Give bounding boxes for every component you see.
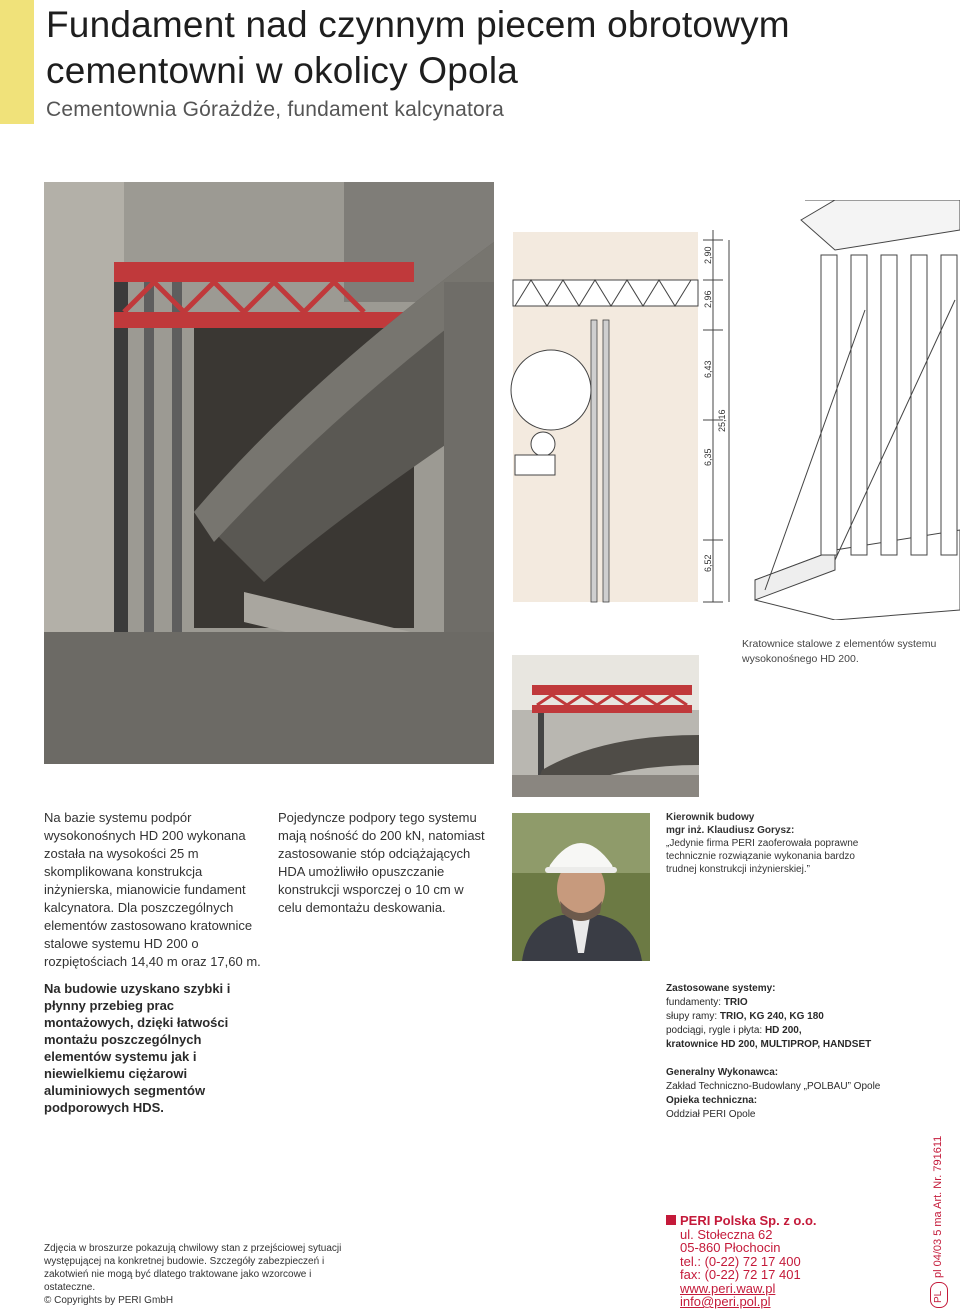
systems-line-1-value: TRIO	[723, 997, 748, 1008]
contact-city: 05-860 Płochocin	[680, 1240, 781, 1255]
dimension-label: 2,90	[703, 246, 713, 264]
body-column-1: Na bazie systemu podpór wysokonośnych HD 200 wykonana została na wysokości 25 m skomplikowana konstrukcja inżynierska, mianowicie fundament kalcynatora. Dla poszczególnych elementów zastosowano kratownice stalowe systemu HD 200 o rozpiętościach 14,40 m oraz 17,60 m.	[44, 810, 261, 969]
supervision-heading: Opieka techniczna:	[666, 1095, 758, 1106]
highlight-paragraph: Na budowie uzyskano szybki i płynny przebieg prac montażowych, dzięki łatwości montażu poszczególnych elementów systemu jak i niewielkiemu ciężarowi aluminiowych segmentów podporowych HDS.	[44, 981, 231, 1115]
page-title: Fundament nad czynnym piecem obrotowym cementowni w okolicy Opola	[46, 4, 790, 91]
systems-line-2	[666, 1010, 916, 1024]
systems-line-3	[666, 1024, 916, 1038]
site-photo-image	[512, 655, 699, 797]
contractor-name: Zakład Techniczno-Budowlany „POLBAU” Opole	[666, 1081, 881, 1092]
quote-person: mgr inż. Klaudiusz Gorysz:	[666, 825, 795, 836]
quote-text: „Jedynie firma PERI zaoferowała poprawne technicznie rozwiązanie wykonania bardzo trudnej konstrukcji inżynierskiej.”	[666, 838, 859, 875]
systems-line-2-label: słupy ramy:	[666, 1011, 718, 1022]
company-name	[666, 1214, 866, 1228]
kiln-scene-image	[44, 182, 494, 764]
contact-email-link[interactable]: info@peri.pol.pl	[680, 1294, 771, 1309]
dimension-label: 6,52	[703, 554, 713, 572]
company-name-text: PERI Polska Sp. z o.o.	[680, 1213, 817, 1228]
page-subtitle: Cementownia Górażdże, fundament kalcynatora	[46, 98, 505, 121]
peri-square-icon	[666, 1215, 676, 1225]
systems-heading: Zastosowane systemy:	[666, 983, 776, 994]
systems-line-1-label: fundamenty:	[666, 997, 722, 1008]
systems-line-3-label: podciągi, rygle i płyta:	[666, 1025, 763, 1036]
quote-block	[666, 811, 888, 876]
portrait-photo	[512, 813, 650, 961]
quote-role: Kierownik budowy	[666, 812, 755, 823]
systems-line-2-value: TRIO, KG 240, KG 180	[719, 1011, 824, 1022]
site-manager-portrait	[512, 813, 650, 961]
secondary-photo	[512, 655, 699, 797]
language-badge	[930, 1282, 948, 1308]
systems-line-3-value: HD 200,	[764, 1025, 802, 1036]
print-code	[932, 1136, 944, 1278]
copyright: © Copyrights by PERI GmbH	[44, 1295, 174, 1306]
print-code-text: pl 04/03 5 ma Art. Nr. 791611	[932, 1135, 944, 1278]
drawing-caption: Kratownice stalowe z elementów systemu wysokonośnego HD 200.	[742, 638, 937, 665]
dimension-label: 2,96	[703, 290, 713, 308]
supervision-name: Oddział PERI Opole	[666, 1109, 756, 1120]
body-column-2: Pojedyncze podpory tego systemu mają nośność do 200 kN, natomiast zastosowanie stóp odciążających HDA umożliwiło opuszczanie konstrukcji wsporczej o 10 cm w celu demontażu deskowania.	[278, 810, 485, 915]
systems-block	[666, 982, 916, 1122]
contact-tel: tel.: (0-22) 72 17 400	[680, 1253, 801, 1269]
disclaimer-text: Zdjęcia w broszurze pokazują chwilowy stan z przejściowej sytuacji występującej na konkretnej budowie. Szczegóły zabezpieczeń i zakotwień nie mogą być dlatego traktowane jako wzorcowe i ostateczne.	[44, 1243, 342, 1293]
systems-line-4: kratownice HD 200, MULTIPROP, HANDSET	[666, 1039, 872, 1050]
disclaimer	[44, 1242, 344, 1307]
contact-block	[666, 1214, 866, 1309]
contact-fax: fax: (0-22) 72 17 401	[680, 1267, 801, 1282]
systems-line-1	[666, 996, 916, 1010]
accent-bar	[0, 0, 34, 124]
truss-drawing-image	[505, 200, 960, 620]
truss-drawing	[505, 200, 960, 620]
contact-street: ul. Stołeczna 62	[680, 1226, 773, 1242]
dimension-label: 25,16	[717, 409, 727, 432]
contractor-heading: Generalny Wykonawca:	[666, 1067, 779, 1078]
dimension-label: 6,35	[703, 448, 713, 466]
language-badge-text: PL	[933, 1290, 944, 1303]
contact-web-link[interactable]: www.peri.waw.pl	[680, 1280, 776, 1296]
main-photo	[44, 182, 494, 764]
dimension-label: 6,43	[703, 360, 713, 378]
